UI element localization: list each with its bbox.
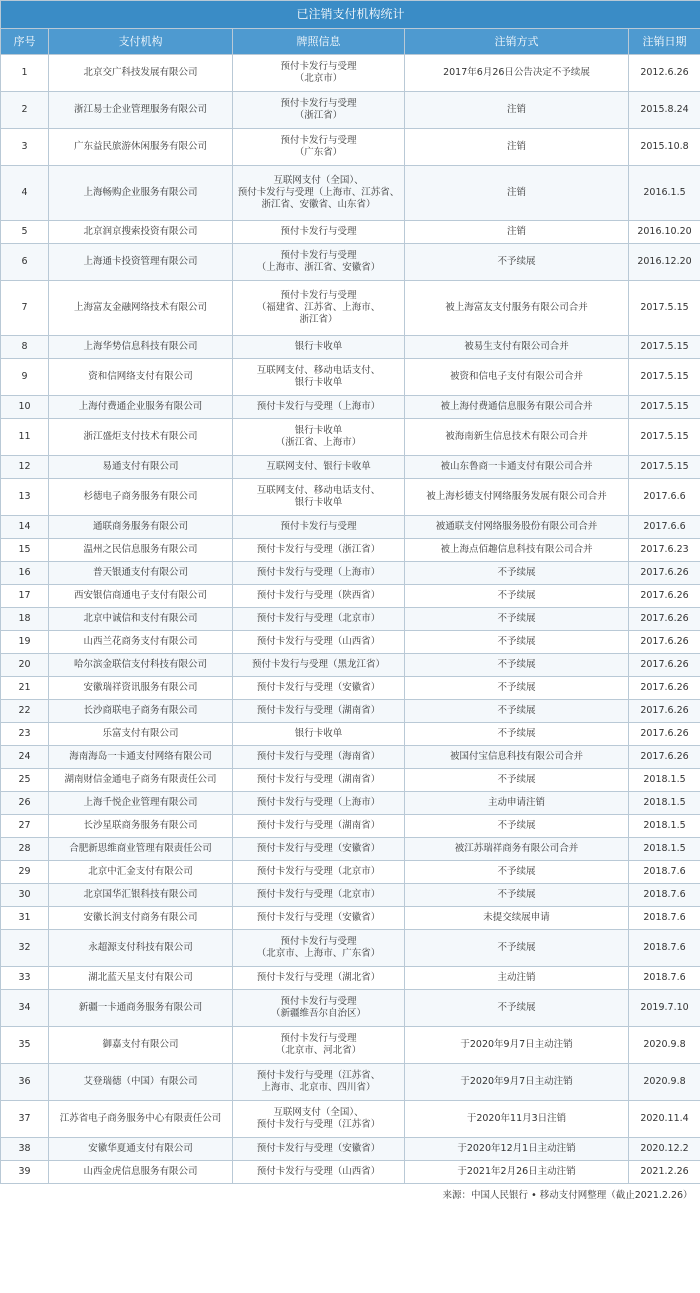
license-line: 预付卡发行与受理 — [280, 250, 357, 262]
table-row — [1, 723, 700, 746]
row-number: 2 — [1, 92, 49, 129]
revocation-method: 不予续展 — [405, 815, 629, 838]
revocation-method: 不予续展 — [405, 654, 629, 677]
table-row — [1, 336, 700, 359]
revocation-method: 不予续展 — [405, 562, 629, 585]
table-row — [1, 166, 700, 221]
table-row — [1, 769, 700, 792]
license-line: 预付卡发行与受理（湖南省） — [256, 774, 381, 786]
institution-name: 浙江盛炬支付技术有限公司 — [49, 419, 233, 456]
table-title: 已注销支付机构统计 — [1, 1, 700, 29]
row-number: 17 — [1, 585, 49, 608]
license-info — [233, 769, 405, 792]
revocation-date: 2017.6.26 — [629, 746, 700, 769]
table-row — [1, 930, 700, 967]
table-row — [1, 359, 700, 396]
table-row — [1, 608, 700, 631]
table-row — [1, 539, 700, 562]
license-info — [233, 861, 405, 884]
row-number: 26 — [1, 792, 49, 815]
revocation-date: 2018.1.5 — [629, 769, 700, 792]
revocation-date: 2018.7.6 — [629, 907, 700, 930]
revocation-date: 2015.8.24 — [629, 92, 700, 129]
table-row — [1, 884, 700, 907]
license-info — [233, 930, 405, 967]
institution-name: 北京中汇金支付有限公司 — [49, 861, 233, 884]
revocation-date: 2017.5.15 — [629, 359, 700, 396]
revocation-date: 2017.6.26 — [629, 677, 700, 700]
table-row — [1, 221, 700, 244]
revocation-method: 不予续展 — [405, 930, 629, 967]
license-line: 预付卡发行与受理（安徽省） — [256, 843, 381, 855]
column-header: 牌照信息 — [233, 29, 405, 55]
row-number: 14 — [1, 516, 49, 539]
institution-name: 安徽长润支付商务有限公司 — [49, 907, 233, 930]
revocation-date: 2017.5.15 — [629, 396, 700, 419]
license-info — [233, 1138, 405, 1161]
revocation-date: 2017.6.6 — [629, 479, 700, 516]
license-line: （新疆维吾尔自治区） — [270, 1008, 366, 1019]
license-line: 预付卡发行与受理（黑龙江省） — [251, 659, 385, 671]
license-line: （福建省、江苏省、上海市、 — [256, 302, 381, 314]
revocation-method: 不予续展 — [405, 700, 629, 723]
revocation-date: 2018.7.6 — [629, 930, 700, 967]
row-number: 10 — [1, 396, 49, 419]
revocation-method: 不予续展 — [405, 244, 629, 281]
table-row — [1, 700, 700, 723]
institution-name: 长沙星联商务服务有限公司 — [49, 815, 233, 838]
institution-name: 北京中诚信和支付有限公司 — [49, 608, 233, 631]
row-number: 5 — [1, 221, 49, 244]
row-number: 30 — [1, 884, 49, 907]
license-line: 预付卡发行与受理（安徽省） — [256, 1143, 381, 1155]
license-info — [233, 990, 405, 1027]
license-line: 预付卡发行与受理（北京市） — [256, 613, 381, 625]
institution-name: 合肥新思维商业管理有限责任公司 — [49, 838, 233, 861]
institution-name: 新疆一卡通商务服务有限公司 — [49, 990, 233, 1027]
license-line: （北京市、上海市、广东省） — [256, 948, 381, 959]
revocation-method: 不予续展 — [405, 608, 629, 631]
license-line: 预付卡发行与受理（湖南省） — [256, 705, 381, 717]
license-info — [233, 967, 405, 990]
license-line: 预付卡发行与受理（湖南省） — [256, 820, 381, 832]
revocation-date: 2020.9.8 — [629, 1027, 700, 1064]
institution-name: 普天银通支付有限公司 — [49, 562, 233, 585]
table-row — [1, 1161, 700, 1184]
revocation-method: 主动申请注销 — [405, 792, 629, 815]
revocation-method: 不予续展 — [405, 990, 629, 1027]
license-line: 银行卡收单 — [294, 341, 343, 353]
revocation-method: 注销 — [405, 221, 629, 244]
row-number: 37 — [1, 1101, 49, 1138]
revocation-date: 2021.2.26 — [629, 1161, 700, 1184]
revocation-date: 2017.6.23 — [629, 539, 700, 562]
revocation-method: 不予续展 — [405, 585, 629, 608]
license-line: 互联网支付、移动电话支付、 — [256, 365, 381, 377]
institution-name: 御嘉支付有限公司 — [49, 1027, 233, 1064]
row-number: 6 — [1, 244, 49, 281]
table-row — [1, 967, 700, 990]
table-row — [1, 631, 700, 654]
row-number: 24 — [1, 746, 49, 769]
revocation-method: 被海南新生信息技术有限公司合并 — [405, 419, 629, 456]
license-line: 预付卡发行与受理 — [280, 61, 357, 73]
revocation-method: 未提交续展申请 — [405, 907, 629, 930]
institution-name: 通联商务服务有限公司 — [49, 516, 233, 539]
license-line: 预付卡发行与受理（安徽省） — [256, 912, 381, 924]
row-number: 33 — [1, 967, 49, 990]
institution-name: 江苏省电子商务服务中心有限责任公司 — [49, 1101, 233, 1138]
institution-name: 安徽瑞祥资讯服务有限公司 — [49, 677, 233, 700]
revocation-method: 不予续展 — [405, 631, 629, 654]
table-row — [1, 1064, 700, 1101]
license-line: 浙江省、安徽省、山东省） — [261, 198, 376, 210]
license-line: 预付卡发行与受理（上海市） — [256, 401, 381, 413]
institution-name: 浙江易士企业管理服务有限公司 — [49, 92, 233, 129]
row-number: 18 — [1, 608, 49, 631]
table-row — [1, 585, 700, 608]
row-number: 15 — [1, 539, 49, 562]
source-note: 来源：中国人民银行 • 移动支付网整理（截止2021.2.26） — [1, 1184, 700, 1209]
license-line: 预付卡发行与受理（山西省） — [256, 636, 381, 648]
revocation-method: 于2020年9月7日主动注销 — [405, 1064, 629, 1101]
license-info — [233, 884, 405, 907]
license-line: 预付卡发行与受理（江苏省） — [256, 1119, 381, 1130]
license-line: 预付卡发行与受理 — [280, 135, 357, 147]
revocation-date: 2018.7.6 — [629, 884, 700, 907]
table-row — [1, 92, 700, 129]
license-info — [233, 244, 405, 281]
institution-name: 北京交广科技发展有限公司 — [49, 55, 233, 92]
table-row — [1, 861, 700, 884]
table-row — [1, 562, 700, 585]
institution-name: 艾登瑞德（中国）有限公司 — [49, 1064, 233, 1101]
license-line: 银行卡收单 — [294, 497, 343, 508]
revocation-date: 2016.1.5 — [629, 166, 700, 221]
license-info — [233, 92, 405, 129]
revocation-method: 被上海杉德支付网络服务发展有限公司合并 — [405, 479, 629, 516]
license-line: （北京市） — [294, 73, 343, 84]
institution-name: 北京润京搜索投资有限公司 — [49, 221, 233, 244]
license-info — [233, 55, 405, 92]
table-row — [1, 746, 700, 769]
revocation-date: 2015.10.8 — [629, 129, 700, 166]
row-number: 22 — [1, 700, 49, 723]
institution-name: 易通支付有限公司 — [49, 456, 233, 479]
license-line: 预付卡发行与受理（上海市、江苏省、 — [237, 187, 400, 199]
revocation-method: 注销 — [405, 92, 629, 129]
license-line: 预付卡发行与受理（北京市） — [256, 889, 381, 901]
table-row — [1, 838, 700, 861]
license-info — [233, 907, 405, 930]
institution-name: 北京国华汇银科技有限公司 — [49, 884, 233, 907]
revocation-date: 2018.1.5 — [629, 815, 700, 838]
revocation-date: 2017.6.26 — [629, 631, 700, 654]
license-info — [233, 815, 405, 838]
revocation-date: 2018.1.5 — [629, 792, 700, 815]
table-row — [1, 1101, 700, 1138]
license-info — [233, 166, 405, 221]
revocation-date: 2018.7.6 — [629, 861, 700, 884]
license-info — [233, 838, 405, 861]
table-row — [1, 677, 700, 700]
revocation-method: 注销 — [405, 166, 629, 221]
license-info — [233, 1101, 405, 1138]
table-row — [1, 815, 700, 838]
institution-name: 安徽华夏通支付有限公司 — [49, 1138, 233, 1161]
license-info — [233, 700, 405, 723]
table-row — [1, 516, 700, 539]
license-line: 预付卡发行与受理（上海市） — [256, 567, 381, 579]
license-line: （浙江省、上海市） — [275, 437, 362, 448]
row-number: 7 — [1, 281, 49, 336]
revocation-date: 2017.6.26 — [629, 585, 700, 608]
institution-name: 海南海岛一卡通支付网络有限公司 — [49, 746, 233, 769]
revocation-method: 被上海富友支付服务有限公司合并 — [405, 281, 629, 336]
table-row — [1, 1027, 700, 1064]
license-info — [233, 516, 405, 539]
license-line: 预付卡发行与受理（陕西省） — [256, 590, 381, 602]
column-header: 注销方式 — [405, 29, 629, 55]
row-number: 3 — [1, 129, 49, 166]
license-info — [233, 585, 405, 608]
revocation-method: 不予续展 — [405, 884, 629, 907]
revocation-date: 2016.10.20 — [629, 221, 700, 244]
institution-name: 湖北蓝天星支付有限公司 — [49, 967, 233, 990]
table-row — [1, 244, 700, 281]
table-row — [1, 419, 700, 456]
revocation-method: 被上海付费通信息服务有限公司合并 — [405, 396, 629, 419]
institution-name: 温州之民信息服务有限公司 — [49, 539, 233, 562]
license-line: 预付卡发行与受理 — [280, 936, 357, 948]
revocation-date: 2020.11.4 — [629, 1101, 700, 1138]
license-info — [233, 456, 405, 479]
revocation-date: 2020.12.2 — [629, 1138, 700, 1161]
revocation-date: 2017.6.26 — [629, 654, 700, 677]
table-row — [1, 55, 700, 92]
license-line: 预付卡发行与受理（北京市） — [256, 866, 381, 878]
license-info — [233, 631, 405, 654]
license-line: 上海市、北京市、四川省） — [261, 1082, 376, 1093]
revocation-date: 2019.7.10 — [629, 990, 700, 1027]
license-line: 银行卡收单 — [294, 377, 343, 388]
institution-name: 杉德电子商务服务有限公司 — [49, 479, 233, 516]
revocation-date: 2016.12.20 — [629, 244, 700, 281]
column-header: 序号 — [1, 29, 49, 55]
column-header: 支付机构 — [49, 29, 233, 55]
license-info — [233, 746, 405, 769]
row-number: 21 — [1, 677, 49, 700]
row-number: 29 — [1, 861, 49, 884]
revocation-date: 2017.5.15 — [629, 419, 700, 456]
revocation-date: 2018.7.6 — [629, 967, 700, 990]
license-line: 预付卡发行与受理（上海市） — [256, 797, 381, 809]
revocation-method: 于2020年11月3日注销 — [405, 1101, 629, 1138]
table-row — [1, 281, 700, 336]
table-row — [1, 792, 700, 815]
license-info — [233, 479, 405, 516]
revocation-date: 2017.5.15 — [629, 336, 700, 359]
row-number: 8 — [1, 336, 49, 359]
license-line: 互联网支付（全国）、 — [273, 175, 364, 187]
institution-name: 上海华势信息科技有限公司 — [49, 336, 233, 359]
license-info — [233, 1161, 405, 1184]
license-info — [233, 129, 405, 166]
revocation-date: 2017.5.15 — [629, 456, 700, 479]
row-number: 4 — [1, 166, 49, 221]
revocation-method: 2017年6月26日公告决定不予续展 — [405, 55, 629, 92]
revocation-date: 2017.6.6 — [629, 516, 700, 539]
revocation-method: 于2020年9月7日主动注销 — [405, 1027, 629, 1064]
revocation-date: 2017.6.26 — [629, 608, 700, 631]
revocation-method: 被国付宝信息科技有限公司合并 — [405, 746, 629, 769]
license-info — [233, 359, 405, 396]
institution-name: 哈尔滨金联信支付科技有限公司 — [49, 654, 233, 677]
license-line: 预付卡发行与受理（江苏省、 — [256, 1070, 381, 1082]
table-row — [1, 456, 700, 479]
institution-name: 永超源支付科技有限公司 — [49, 930, 233, 967]
row-number: 25 — [1, 769, 49, 792]
license-line: 银行卡收单 — [294, 425, 343, 437]
table-row — [1, 479, 700, 516]
row-number: 9 — [1, 359, 49, 396]
row-number: 16 — [1, 562, 49, 585]
revocation-method: 被江苏瑞祥商务有限公司合并 — [405, 838, 629, 861]
revocation-date: 2018.1.5 — [629, 838, 700, 861]
row-number: 31 — [1, 907, 49, 930]
license-info — [233, 723, 405, 746]
institution-name: 山西金虎信息服务有限公司 — [49, 1161, 233, 1184]
license-line: 预付卡发行与受理（安徽省） — [256, 682, 381, 694]
license-line: 浙江省） — [299, 313, 338, 325]
institution-name: 山西兰花商务支付有限公司 — [49, 631, 233, 654]
license-info — [233, 419, 405, 456]
row-number: 13 — [1, 479, 49, 516]
row-number: 27 — [1, 815, 49, 838]
revocation-method: 被上海点佰趣信息科技有限公司合并 — [405, 539, 629, 562]
revocation-date: 2017.6.26 — [629, 562, 700, 585]
license-info — [233, 562, 405, 585]
revocation-date: 2017.6.26 — [629, 723, 700, 746]
revocation-method: 于2021年2月26日主动注销 — [405, 1161, 629, 1184]
revocation-method: 被山东鲁商一卡通支付有限公司合并 — [405, 456, 629, 479]
institution-name: 西安银信商通电子支付有限公司 — [49, 585, 233, 608]
revocation-method: 不予续展 — [405, 677, 629, 700]
row-number: 19 — [1, 631, 49, 654]
license-line: （广东省） — [294, 147, 343, 158]
license-line: 预付卡发行与受理 — [280, 996, 357, 1008]
license-info — [233, 1027, 405, 1064]
institution-name: 广东益民旅游休闲服务有限公司 — [49, 129, 233, 166]
license-line: （浙江省） — [294, 110, 343, 121]
license-info — [233, 336, 405, 359]
institution-name: 上海富友金融网络技术有限公司 — [49, 281, 233, 336]
license-info — [233, 396, 405, 419]
row-number: 28 — [1, 838, 49, 861]
table-row — [1, 129, 700, 166]
institution-name: 乐富支付有限公司 — [49, 723, 233, 746]
institution-name: 上海千悦企业管理有限公司 — [49, 792, 233, 815]
row-number: 23 — [1, 723, 49, 746]
row-number: 1 — [1, 55, 49, 92]
institution-name: 上海通卡投资管理有限公司 — [49, 244, 233, 281]
revocation-date: 2012.6.26 — [629, 55, 700, 92]
row-number: 12 — [1, 456, 49, 479]
license-line: （上海市、浙江省、安徽省） — [256, 262, 381, 273]
revocation-date: 2017.6.26 — [629, 700, 700, 723]
revocation-method: 被易生支付有限公司合并 — [405, 336, 629, 359]
row-number: 39 — [1, 1161, 49, 1184]
institution-name: 上海付费通企业服务有限公司 — [49, 396, 233, 419]
institution-name: 上海畅购企业服务有限公司 — [49, 166, 233, 221]
revocation-date: 2017.5.15 — [629, 281, 700, 336]
table-row — [1, 990, 700, 1027]
row-number: 20 — [1, 654, 49, 677]
license-line: 预付卡发行与受理 — [280, 226, 357, 238]
license-line: 互联网支付、银行卡收单 — [266, 461, 371, 473]
column-header: 注销日期 — [629, 29, 700, 55]
license-info — [233, 539, 405, 562]
license-info — [233, 608, 405, 631]
revocation-date: 2020.9.8 — [629, 1064, 700, 1101]
license-info — [233, 281, 405, 336]
revocation-method: 不予续展 — [405, 723, 629, 746]
license-line: 银行卡收单 — [294, 728, 343, 740]
row-number: 34 — [1, 990, 49, 1027]
license-line: 互联网支付（全国）、 — [273, 1107, 364, 1119]
license-line: 预付卡发行与受理（湖北省） — [256, 972, 381, 984]
license-info — [233, 1064, 405, 1101]
row-number: 32 — [1, 930, 49, 967]
row-number: 38 — [1, 1138, 49, 1161]
row-number: 36 — [1, 1064, 49, 1101]
license-info — [233, 654, 405, 677]
license-line: 预付卡发行与受理 — [280, 1033, 357, 1045]
license-line: 预付卡发行与受理 — [280, 521, 357, 533]
row-number: 35 — [1, 1027, 49, 1064]
license-info — [233, 221, 405, 244]
revocation-method: 注销 — [405, 129, 629, 166]
revocation-method: 不予续展 — [405, 861, 629, 884]
institution-name: 长沙商联电子商务有限公司 — [49, 700, 233, 723]
license-line: 预付卡发行与受理（海南省） — [256, 751, 381, 763]
revocation-method: 被资和信电子支付有限公司合并 — [405, 359, 629, 396]
revocation-method: 于2020年12月1日主动注销 — [405, 1138, 629, 1161]
license-line: 互联网支付、移动电话支付、 — [256, 485, 381, 497]
license-info — [233, 792, 405, 815]
license-line: （北京市、河北省） — [275, 1045, 362, 1056]
institution-name: 湖南财信金通电子商务有限责任公司 — [49, 769, 233, 792]
table-row — [1, 396, 700, 419]
table-row — [1, 907, 700, 930]
table-row — [1, 654, 700, 677]
license-info — [233, 677, 405, 700]
revocation-method: 被通联支付网络服务股份有限公司合并 — [405, 516, 629, 539]
license-line: 预付卡发行与受理（山西省） — [256, 1166, 381, 1178]
license-line: 预付卡发行与受理 — [280, 98, 357, 110]
row-number: 11 — [1, 419, 49, 456]
table-row — [1, 1138, 700, 1161]
revocation-method: 主动注销 — [405, 967, 629, 990]
revocation-method: 不予续展 — [405, 769, 629, 792]
license-line: 预付卡发行与受理 — [280, 290, 357, 302]
license-line: 预付卡发行与受理（浙江省） — [256, 544, 381, 556]
institution-name: 资和信网络支付有限公司 — [49, 359, 233, 396]
